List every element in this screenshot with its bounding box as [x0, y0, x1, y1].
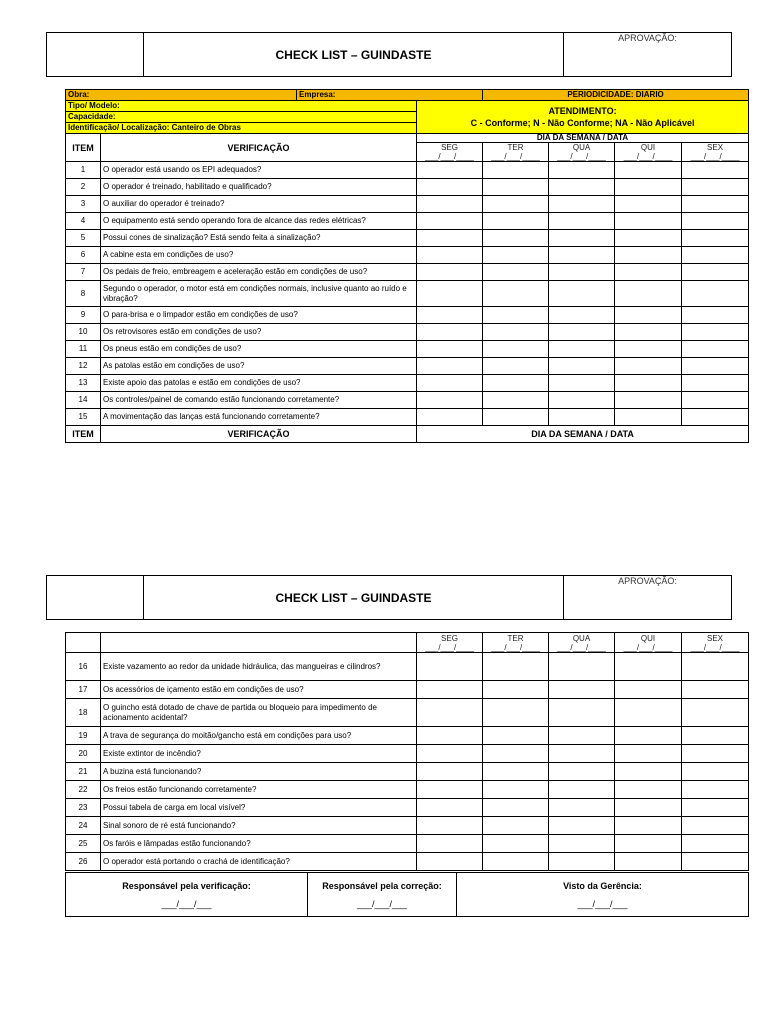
day-name: TER	[507, 633, 524, 643]
answer-cell-qua[interactable]	[549, 853, 615, 871]
day-header-2-2	[549, 633, 615, 653]
table-row	[66, 341, 749, 358]
table-row	[66, 763, 749, 781]
answer-cell-qua[interactable]	[549, 375, 615, 392]
item-question: A movimentação das lanças está funcionando corretamente?	[101, 409, 417, 426]
table-row	[66, 324, 749, 341]
item-question: Os faróis e lâmpadas estão funcionando?	[101, 835, 417, 853]
item-question: Possui cones de sinalização? Está sendo feita a sinalização?	[101, 230, 417, 247]
answer-cell-qua[interactable]	[549, 653, 615, 681]
answer-cell-qua[interactable]	[549, 230, 615, 247]
table-row	[66, 409, 749, 426]
day-header-3	[615, 143, 682, 162]
item-question: Existe vazamento ao redor da unidade hidráulica, das mangueiras e cilindros?	[101, 653, 417, 681]
table-row	[66, 375, 749, 392]
answer-cell-qui[interactable]	[615, 799, 682, 817]
day-date-blank: ___/___/____	[425, 642, 474, 652]
table-row	[66, 781, 749, 799]
header-box-1	[46, 32, 732, 77]
answer-cell-ter[interactable]	[483, 781, 549, 799]
answer-cell-ter[interactable]	[483, 281, 549, 307]
item-question: Os controles/painel de comando estão funcionando corretamente?	[101, 392, 417, 409]
answer-cell-sex[interactable]	[682, 409, 749, 426]
day-date-blank: ___/___/____	[623, 642, 673, 652]
answer-cell-ter[interactable]	[483, 699, 549, 727]
answer-cell-seg[interactable]	[417, 213, 483, 230]
answer-cell-qui[interactable]	[615, 341, 682, 358]
answer-cell-qua[interactable]	[549, 699, 615, 727]
answer-cell-seg[interactable]	[417, 409, 483, 426]
answer-cell-sex[interactable]	[682, 307, 749, 324]
answer-cell-sex[interactable]	[682, 281, 749, 307]
answer-cell-ter[interactable]	[483, 799, 549, 817]
answer-cell-sex[interactable]	[682, 247, 749, 264]
item-number: 18	[66, 699, 101, 727]
logo-cell-1	[47, 33, 144, 76]
answer-cell-qua[interactable]	[549, 745, 615, 763]
table-row	[66, 230, 749, 247]
table-row	[66, 745, 749, 763]
answer-cell-qua[interactable]	[549, 264, 615, 281]
blank-verificacao-header	[101, 633, 417, 653]
resp-correcao-label: Responsável pela correção:	[322, 881, 442, 891]
answer-cell-ter[interactable]	[483, 763, 549, 781]
answer-cell-qui[interactable]	[615, 307, 682, 324]
answer-cell-ter[interactable]	[483, 681, 549, 699]
answer-cell-sex[interactable]	[682, 162, 749, 179]
day-header-0	[417, 143, 483, 162]
answer-cell-seg[interactable]	[417, 196, 483, 213]
answer-cell-qua[interactable]	[549, 799, 615, 817]
answer-cell-seg[interactable]	[417, 853, 483, 871]
identificacao-field: Identificação/ Localização: Canteiro de Obras	[66, 123, 417, 134]
answer-cell-sex[interactable]	[682, 781, 749, 799]
item-question: Os freios estão funcionando corretamente?	[101, 781, 417, 799]
answer-cell-sex[interactable]	[682, 230, 749, 247]
answer-cell-ter[interactable]	[483, 835, 549, 853]
answer-cell-seg[interactable]	[417, 653, 483, 681]
item-number: 15	[66, 409, 101, 426]
answer-cell-qui[interactable]	[615, 264, 682, 281]
answer-cell-qua[interactable]	[549, 247, 615, 264]
item-question: Segundo o operador, o motor está em condições normais, inclusive quanto ao ruído e vibração?	[101, 281, 417, 307]
blank-item-header	[66, 633, 101, 653]
day-name: QUI	[640, 143, 656, 152]
resp-verificacao-label: Responsável pela verificação:	[122, 881, 251, 891]
answer-cell-ter[interactable]	[483, 745, 549, 763]
table-row	[66, 213, 749, 230]
item-number: 6	[66, 247, 101, 264]
answer-cell-sex[interactable]	[682, 213, 749, 230]
resp-correcao-cell	[308, 873, 457, 917]
item-question: Os pedais de freio, embreagem e aceleração estão em condições de uso?	[101, 264, 417, 281]
answer-cell-sex[interactable]	[682, 853, 749, 871]
answer-cell-ter[interactable]	[483, 213, 549, 230]
answer-cell-ter[interactable]	[483, 358, 549, 375]
col-verificacao-header: VERIFICAÇÃO	[101, 134, 417, 162]
answer-cell-qui[interactable]	[615, 853, 682, 871]
header-box-2	[46, 575, 732, 620]
answer-cell-qua[interactable]	[549, 213, 615, 230]
day-header-2-0	[417, 633, 483, 653]
answer-cell-seg[interactable]	[417, 162, 483, 179]
answer-cell-qui[interactable]	[615, 763, 682, 781]
resp-correcao-date: ___/___/___	[356, 899, 408, 909]
answer-cell-seg[interactable]	[417, 781, 483, 799]
item-question: O operador está portando o crachá de identificação?	[101, 853, 417, 871]
approval-label-2: APROVAÇÃO:	[618, 576, 677, 586]
answer-cell-ter[interactable]	[483, 817, 549, 835]
answer-cell-ter[interactable]	[483, 409, 549, 426]
answer-cell-qua[interactable]	[549, 162, 615, 179]
item-number: 12	[66, 358, 101, 375]
answer-cell-seg[interactable]	[417, 341, 483, 358]
answer-cell-qui[interactable]	[615, 179, 682, 196]
day-header-4	[682, 143, 749, 162]
visto-gerencia-date: ___/___/___	[577, 899, 628, 909]
atendimento-legend	[417, 101, 749, 134]
item-number: 19	[66, 727, 101, 745]
answer-cell-seg[interactable]	[417, 763, 483, 781]
item-number: 14	[66, 392, 101, 409]
answer-cell-seg[interactable]	[417, 307, 483, 324]
item-question: O equipamento está sendo operando fora de alcance das redes elétricas?	[101, 213, 417, 230]
table-row	[66, 817, 749, 835]
footer-verificacao-header: VERIFICAÇÃO	[101, 426, 417, 443]
answer-cell-ter[interactable]	[483, 179, 549, 196]
answer-cell-ter[interactable]	[483, 727, 549, 745]
answer-cell-sex[interactable]	[682, 653, 749, 681]
page-title-1: CHECK LIST – GUINDASTE	[275, 47, 432, 62]
answer-cell-qua[interactable]	[549, 727, 615, 745]
table-row	[66, 653, 749, 681]
answer-cell-qua[interactable]	[549, 179, 615, 196]
empresa-field: Empresa:	[297, 90, 483, 101]
answer-cell-sex[interactable]	[682, 799, 749, 817]
item-number: 8	[66, 281, 101, 307]
item-number: 17	[66, 681, 101, 699]
answer-cell-qui[interactable]	[615, 230, 682, 247]
table-row	[66, 264, 749, 281]
answer-cell-ter[interactable]	[483, 324, 549, 341]
day-name: SEX	[707, 143, 724, 152]
approval-cell-1	[563, 33, 731, 76]
answer-cell-seg[interactable]	[417, 324, 483, 341]
answer-cell-seg[interactable]	[417, 358, 483, 375]
checklist-table-2	[65, 632, 749, 871]
answer-cell-sex[interactable]	[682, 196, 749, 213]
visto-gerencia-label: Visto da Gerência:	[563, 881, 642, 891]
item-number: 24	[66, 817, 101, 835]
table-row	[66, 681, 749, 699]
table-row	[66, 179, 749, 196]
answer-cell-qua[interactable]	[549, 409, 615, 426]
answer-cell-sex[interactable]	[682, 341, 749, 358]
day-date-blank: ___/___/____	[623, 152, 673, 161]
table-row	[66, 853, 749, 871]
answer-cell-seg[interactable]	[417, 817, 483, 835]
capacidade-field: Capacidade:	[66, 112, 417, 123]
answer-cell-ter[interactable]	[483, 341, 549, 358]
day-date-blank: ___/___/____	[491, 152, 540, 161]
answer-cell-ter[interactable]	[483, 653, 549, 681]
answer-cell-qui[interactable]	[615, 375, 682, 392]
answer-cell-qui[interactable]	[615, 817, 682, 835]
answer-cell-seg[interactable]	[417, 281, 483, 307]
answer-cell-qua[interactable]	[549, 763, 615, 781]
item-number: 5	[66, 230, 101, 247]
item-question: O para-brisa e o limpador estão em condições de uso?	[101, 307, 417, 324]
answer-cell-sex[interactable]	[682, 763, 749, 781]
answer-cell-seg[interactable]	[417, 392, 483, 409]
resp-verificacao-cell	[66, 873, 308, 917]
item-question: Os retrovisores estão em condições de uso?	[101, 324, 417, 341]
day-header-2-1	[483, 633, 549, 653]
item-question: Sinal sonoro de ré está funcionando?	[101, 817, 417, 835]
answer-cell-qui[interactable]	[615, 653, 682, 681]
resp-verificacao-date: ___/___/___	[161, 899, 212, 909]
item-number: 16	[66, 653, 101, 681]
item-number: 1	[66, 162, 101, 179]
item-number: 7	[66, 264, 101, 281]
answer-cell-qua[interactable]	[549, 307, 615, 324]
answer-cell-qui[interactable]	[615, 727, 682, 745]
answer-cell-ter[interactable]	[483, 392, 549, 409]
answer-cell-seg[interactable]	[417, 230, 483, 247]
approval-cell-2	[563, 576, 731, 619]
day-date-blank: ___/___/____	[425, 152, 474, 161]
answer-cell-qui[interactable]	[615, 681, 682, 699]
answer-cell-seg[interactable]	[417, 375, 483, 392]
item-number: 2	[66, 179, 101, 196]
answer-cell-qua[interactable]	[549, 681, 615, 699]
atendimento-title: ATENDIMENTO:	[548, 106, 617, 116]
day-name: SEG	[441, 143, 458, 152]
answer-cell-sex[interactable]	[682, 179, 749, 196]
answer-cell-sex[interactable]	[682, 375, 749, 392]
day-date-blank: ___/___/____	[557, 152, 606, 161]
answer-cell-qui[interactable]	[615, 162, 682, 179]
answer-cell-qua[interactable]	[549, 781, 615, 799]
table-row	[66, 247, 749, 264]
visto-gerencia-cell	[457, 873, 749, 917]
item-number: 4	[66, 213, 101, 230]
obra-field: Obra:	[66, 90, 297, 101]
answer-cell-sex[interactable]	[682, 681, 749, 699]
table-row	[66, 307, 749, 324]
item-number: 9	[66, 307, 101, 324]
answer-cell-qua[interactable]	[549, 358, 615, 375]
answer-cell-qui[interactable]	[615, 196, 682, 213]
answer-cell-ter[interactable]	[483, 247, 549, 264]
table-row	[66, 699, 749, 727]
answer-cell-qua[interactable]	[549, 835, 615, 853]
item-number: 20	[66, 745, 101, 763]
answer-cell-qui[interactable]	[615, 835, 682, 853]
day-name: QUA	[572, 143, 591, 152]
footer-dia-header: DIA DA SEMANA / DATA	[417, 426, 749, 443]
answer-cell-qui[interactable]	[615, 409, 682, 426]
item-number: 25	[66, 835, 101, 853]
item-question: O guincho está dotado de chave de partida ou bloqueio para impedimento de acionamento acidental?	[101, 699, 417, 727]
table-row	[66, 358, 749, 375]
day-date-blank: ___/___/____	[690, 642, 740, 652]
day-date-blank: ___/___/____	[557, 642, 606, 652]
answer-cell-ter[interactable]	[483, 375, 549, 392]
answer-cell-qui[interactable]	[615, 781, 682, 799]
item-number: 3	[66, 196, 101, 213]
answer-cell-qui[interactable]	[615, 247, 682, 264]
table-row	[66, 162, 749, 179]
answer-cell-sex[interactable]	[682, 835, 749, 853]
day-header-1	[483, 143, 549, 162]
day-name: SEG	[441, 633, 458, 643]
tipo-modelo-field: Tipo/ Modelo:	[66, 101, 417, 112]
answer-cell-qua[interactable]	[549, 817, 615, 835]
answer-cell-qui[interactable]	[615, 745, 682, 763]
table-row	[66, 799, 749, 817]
day-name: TER	[507, 143, 524, 152]
day-date-blank: ___/___/____	[491, 642, 540, 652]
day-name: QUA	[572, 633, 591, 643]
answer-cell-seg[interactable]	[417, 179, 483, 196]
answer-cell-ter[interactable]	[483, 230, 549, 247]
footer-item-header: ITEM	[66, 426, 101, 443]
item-number: 11	[66, 341, 101, 358]
atendimento-codes: C - Conforme; N - Não Conforme; NA - Não Aplicável	[470, 118, 695, 128]
answer-cell-ter[interactable]	[483, 196, 549, 213]
day-name: QUI	[640, 633, 656, 643]
answer-cell-ter[interactable]	[483, 307, 549, 324]
answer-cell-sex[interactable]	[682, 358, 749, 375]
answer-cell-qui[interactable]	[615, 281, 682, 307]
answer-cell-qui[interactable]	[615, 358, 682, 375]
item-number: 22	[66, 781, 101, 799]
answer-cell-sex[interactable]	[682, 727, 749, 745]
col-dia-header: DIA DA SEMANA / DATA	[417, 134, 749, 143]
answer-cell-sex[interactable]	[682, 817, 749, 835]
answer-cell-seg[interactable]	[417, 745, 483, 763]
table-row	[66, 835, 749, 853]
answer-cell-qui[interactable]	[615, 392, 682, 409]
answer-cell-qua[interactable]	[549, 324, 615, 341]
answer-cell-sex[interactable]	[682, 264, 749, 281]
table-row	[66, 727, 749, 745]
item-question: O operador é treinado, habilitado e qualificado?	[101, 179, 417, 196]
answer-cell-seg[interactable]	[417, 247, 483, 264]
item-question: Existe apoio das patolas e estão em condições de uso?	[101, 375, 417, 392]
checklist-table-1	[65, 89, 749, 443]
item-question: As patolas estão em condições de uso?	[101, 358, 417, 375]
answer-cell-sex[interactable]	[682, 324, 749, 341]
answer-cell-seg[interactable]	[417, 264, 483, 281]
item-number: 10	[66, 324, 101, 341]
answer-cell-qui[interactable]	[615, 699, 682, 727]
answer-cell-seg[interactable]	[417, 699, 483, 727]
item-question: Possui tabela de carga em local visível?	[101, 799, 417, 817]
answer-cell-seg[interactable]	[417, 727, 483, 745]
day-header-2	[549, 143, 615, 162]
item-number: 21	[66, 763, 101, 781]
answer-cell-qua[interactable]	[549, 392, 615, 409]
answer-cell-qua[interactable]	[549, 196, 615, 213]
item-question: A buzina está funcionando?	[101, 763, 417, 781]
item-question: A trava de segurança do moitão/gancho está em condições para uso?	[101, 727, 417, 745]
page-title-2: CHECK LIST – GUINDASTE	[275, 590, 432, 605]
item-question: Os acessórios de içamento estão em condições de uso?	[101, 681, 417, 699]
answer-cell-ter[interactable]	[483, 853, 549, 871]
day-name: SEX	[706, 633, 723, 643]
item-number: 13	[66, 375, 101, 392]
day-header-2-3	[615, 633, 682, 653]
col-item-header: ITEM	[66, 134, 101, 162]
item-question: O auxiliar do operador é treinado?	[101, 196, 417, 213]
answer-cell-ter[interactable]	[483, 264, 549, 281]
answer-cell-seg[interactable]	[417, 681, 483, 699]
approval-label-1: APROVAÇÃO:	[618, 33, 677, 43]
answer-cell-sex[interactable]	[682, 392, 749, 409]
item-question: A cabine esta em condições de uso?	[101, 247, 417, 264]
answer-cell-seg[interactable]	[417, 799, 483, 817]
item-question: O operador está usando os EPI adequados?	[101, 162, 417, 179]
periodicidade-field: PERIODICIDADE: DIARIO	[483, 90, 749, 101]
table-row	[66, 392, 749, 409]
item-number: 23	[66, 799, 101, 817]
answer-cell-qua[interactable]	[549, 341, 615, 358]
signature-table	[65, 872, 749, 917]
logo-cell-2	[47, 576, 144, 619]
answer-cell-qui[interactable]	[615, 213, 682, 230]
item-question: Existe extintor de incêndio?	[101, 745, 417, 763]
day-date-blank: ___/___/____	[690, 152, 740, 161]
answer-cell-sex[interactable]	[682, 745, 749, 763]
item-question: Os pneus estão em condições de uso?	[101, 341, 417, 358]
answer-cell-sex[interactable]	[682, 699, 749, 727]
table-row	[66, 281, 749, 307]
answer-cell-qui[interactable]	[615, 324, 682, 341]
answer-cell-seg[interactable]	[417, 835, 483, 853]
answer-cell-ter[interactable]	[483, 162, 549, 179]
item-number: 26	[66, 853, 101, 871]
day-header-2-4	[682, 633, 749, 653]
table-row	[66, 196, 749, 213]
answer-cell-qua[interactable]	[549, 281, 615, 307]
